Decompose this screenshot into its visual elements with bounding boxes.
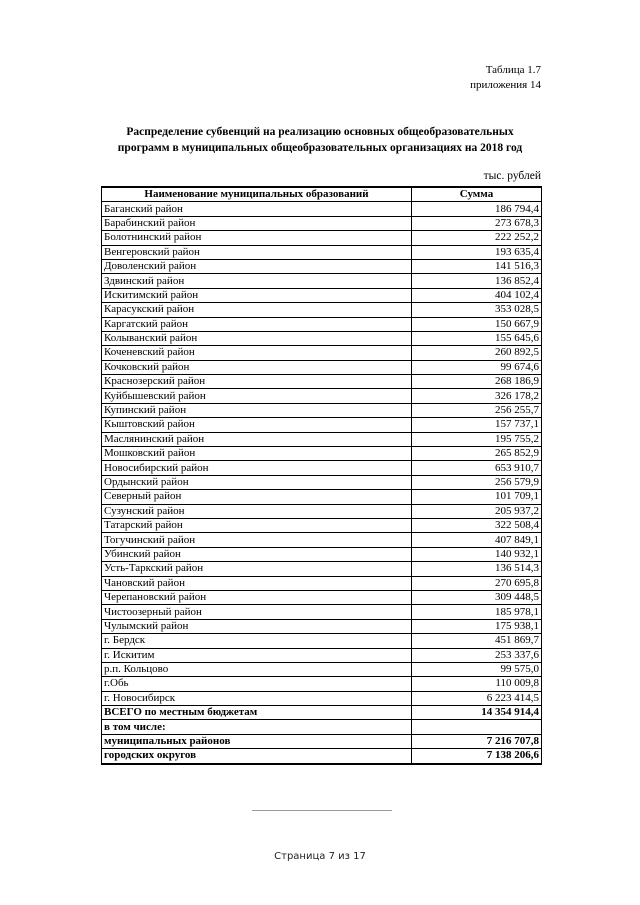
- subvention-sum: 309 448,5: [412, 590, 542, 604]
- table-row: [102, 605, 542, 619]
- column-header-sum: Сумма: [412, 187, 542, 202]
- table-row: [102, 432, 542, 446]
- subvention-sum: 270 695,8: [412, 576, 542, 590]
- table-row: [102, 662, 542, 676]
- table-row: [102, 360, 542, 374]
- table-number: Таблица 1.7: [485, 64, 541, 76]
- title-line-1: Распределение субвенций на реализацию основных общеобразовательных: [126, 126, 514, 138]
- municipality-name: Усть-Таркский район: [102, 562, 412, 576]
- table-row: [102, 288, 542, 302]
- municipality-name: Мошковский район: [102, 447, 412, 461]
- subvention-sum: 141 516,3: [412, 259, 542, 273]
- table-row: [102, 749, 542, 764]
- municipality-name: Купинский район: [102, 403, 412, 417]
- municipality-name: Барабинский район: [102, 216, 412, 230]
- subvention-sum: 99 674,6: [412, 360, 542, 374]
- municipality-name: Карасукский район: [102, 303, 412, 317]
- municipality-name: городских округов: [102, 749, 412, 764]
- subvention-sum: 14 354 914,4: [412, 706, 542, 720]
- subvention-sum: 6 223 414,5: [412, 691, 542, 705]
- table-row: [102, 590, 542, 604]
- municipality-name: Каргатский район: [102, 317, 412, 331]
- subvention-sum: 260 892,5: [412, 346, 542, 360]
- municipality-name: Кыштовский район: [102, 418, 412, 432]
- municipality-name: г.Обь: [102, 677, 412, 691]
- table-row: [102, 418, 542, 432]
- subvention-sum: 451 869,7: [412, 634, 542, 648]
- municipality-name: Чистоозерный район: [102, 605, 412, 619]
- table-row: [102, 706, 542, 720]
- table-row: [102, 346, 542, 360]
- table-row: [102, 317, 542, 331]
- table-row: [102, 720, 542, 734]
- subvention-sum: [412, 720, 542, 734]
- subvention-sum: 185 978,1: [412, 605, 542, 619]
- subvention-sum: 407 849,1: [412, 533, 542, 547]
- subvention-sum: 110 009,8: [412, 677, 542, 691]
- table-row: [102, 403, 542, 417]
- municipality-name: Венгеровский район: [102, 245, 412, 259]
- table-row: [102, 677, 542, 691]
- title-line-2: программ в муниципальных общеобразовательных организациях на 2018 год: [117, 142, 523, 154]
- subvention-sum: 268 186,9: [412, 375, 542, 389]
- table-row: [102, 274, 542, 288]
- table-row: [102, 216, 542, 230]
- footer-divider: [252, 810, 392, 811]
- municipality-name: Чулымский район: [102, 619, 412, 633]
- subvention-sum: 256 579,9: [412, 475, 542, 489]
- subvention-sum: 140 932,1: [412, 547, 542, 561]
- municipality-name: Маслянинский район: [102, 432, 412, 446]
- table-row: [102, 562, 542, 576]
- subvention-sum: 256 255,7: [412, 403, 542, 417]
- subvention-sum: 7 138 206,6: [412, 749, 542, 764]
- subvention-sum: 157 737,1: [412, 418, 542, 432]
- document-title: [100, 124, 540, 156]
- table-row: [102, 461, 542, 475]
- table-row: [102, 447, 542, 461]
- municipality-name: г. Бердск: [102, 634, 412, 648]
- table-row: [102, 504, 542, 518]
- table-row: [102, 547, 542, 561]
- municipality-name: Черепановский район: [102, 590, 412, 604]
- table-row: [102, 389, 542, 403]
- subvention-sum: 99 575,0: [412, 662, 542, 676]
- page-number: Страница 7 из 17: [274, 851, 366, 862]
- subvention-sum: 353 028,5: [412, 303, 542, 317]
- municipality-name: ВСЕГО по местным бюджетам: [102, 706, 412, 720]
- subvention-sum: 7 216 707,8: [412, 734, 542, 748]
- subvention-sum: 326 178,2: [412, 389, 542, 403]
- municipality-name: Баганский район: [102, 202, 412, 216]
- municipality-name: Искитимский район: [102, 288, 412, 302]
- table-row: [102, 619, 542, 633]
- table-row: [102, 245, 542, 259]
- subvention-sum: 186 794,4: [412, 202, 542, 216]
- table-row: [102, 202, 542, 216]
- municipality-name: Коченевский район: [102, 346, 412, 360]
- municipality-name: Здвинский район: [102, 274, 412, 288]
- units-label: тыс. рублей: [483, 170, 541, 182]
- municipality-name: г. Искитим: [102, 648, 412, 662]
- municipality-name: Тогучинский район: [102, 533, 412, 547]
- municipality-name: Колыванский район: [102, 331, 412, 345]
- municipality-name: Татарский район: [102, 518, 412, 532]
- subvention-sum: 175 938,1: [412, 619, 542, 633]
- subvention-sum: 136 852,4: [412, 274, 542, 288]
- subvention-sum: 322 508,4: [412, 518, 542, 532]
- municipality-name: муниципальных районов: [102, 734, 412, 748]
- subvention-sum: 222 252,2: [412, 231, 542, 245]
- table-body: [102, 202, 542, 764]
- table-row: [102, 490, 542, 504]
- subvention-sum: 265 852,9: [412, 447, 542, 461]
- table-row: [102, 691, 542, 705]
- table-row: [102, 518, 542, 532]
- appendix-number: приложения 14: [470, 79, 541, 91]
- municipality-name: Сузунский район: [102, 504, 412, 518]
- municipality-name: г. Новосибирск: [102, 691, 412, 705]
- subvention-sum: 404 102,4: [412, 288, 542, 302]
- table-row: [102, 648, 542, 662]
- municipality-name: р.п. Кольцово: [102, 662, 412, 676]
- table-row: [102, 231, 542, 245]
- municipality-name: Северный район: [102, 490, 412, 504]
- subvention-sum: 273 678,3: [412, 216, 542, 230]
- municipality-name: Куйбышевский район: [102, 389, 412, 403]
- table-row: [102, 303, 542, 317]
- subvention-sum: 205 937,2: [412, 504, 542, 518]
- table-row: [102, 634, 542, 648]
- table-row: [102, 533, 542, 547]
- municipality-name: Краснозерский район: [102, 375, 412, 389]
- municipality-name: Убинский район: [102, 547, 412, 561]
- subvention-sum: 101 709,1: [412, 490, 542, 504]
- table-row: [102, 576, 542, 590]
- municipality-name: Доволенский район: [102, 259, 412, 273]
- subvention-sum: 253 337,6: [412, 648, 542, 662]
- municipality-name: Чановский район: [102, 576, 412, 590]
- table-row: [102, 331, 542, 345]
- municipality-name: Болотнинский район: [102, 231, 412, 245]
- subvention-table: [101, 186, 542, 765]
- subvention-sum: 193 635,4: [412, 245, 542, 259]
- subvention-sum: 136 514,3: [412, 562, 542, 576]
- table-header-row: [102, 187, 542, 202]
- table-row: [102, 375, 542, 389]
- table-row: [102, 734, 542, 748]
- municipality-name: Новосибирский район: [102, 461, 412, 475]
- table-row: [102, 475, 542, 489]
- subvention-sum: 653 910,7: [412, 461, 542, 475]
- municipality-name: в том числе:: [102, 720, 412, 734]
- subvention-sum: 195 755,2: [412, 432, 542, 446]
- municipality-name: Ордынский район: [102, 475, 412, 489]
- column-header-name: Наименование муниципальных образований: [102, 187, 412, 202]
- table-reference: [470, 63, 541, 93]
- table-row: [102, 259, 542, 273]
- subvention-sum: 150 667,9: [412, 317, 542, 331]
- municipality-name: Кочковский район: [102, 360, 412, 374]
- subvention-sum: 155 645,6: [412, 331, 542, 345]
